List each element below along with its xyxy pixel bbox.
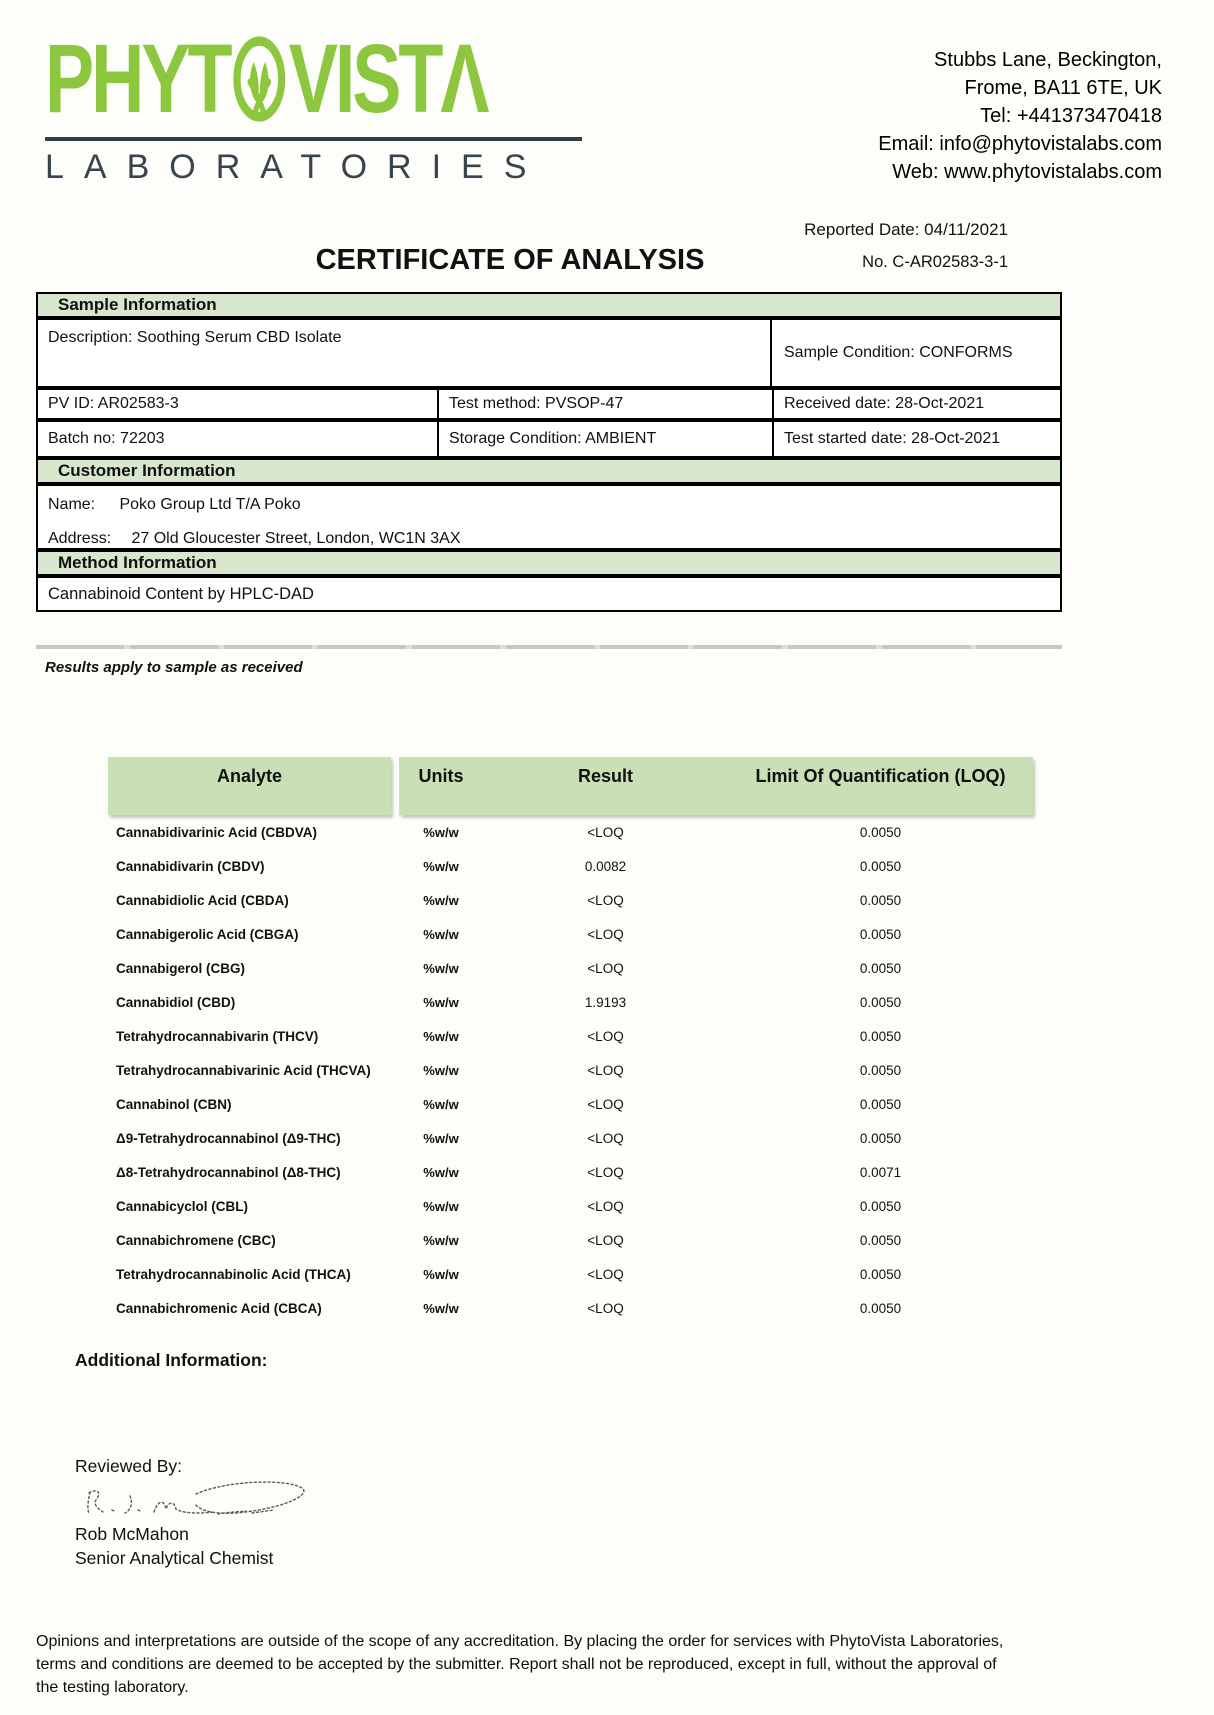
customer-name-value: Poko Group Ltd T/A Poko <box>119 496 301 513</box>
result-cell: <LOQ <box>587 1096 624 1112</box>
loq-cell: 0.0050 <box>859 858 902 874</box>
analyte-cell: Tetrahydrocannabivarinic Acid (THCVA) <box>116 1062 371 1078</box>
result-cell: <LOQ <box>587 960 624 976</box>
result-cell: <LOQ <box>587 1062 624 1078</box>
additional-information-label: Additional Information: <box>75 1350 268 1370</box>
result-cell: <LOQ <box>587 1232 624 1248</box>
loq-cell: 0.0071 <box>859 1164 902 1180</box>
loq-cell: 0.0050 <box>859 994 902 1010</box>
units-cell: %w/w <box>423 1028 459 1044</box>
logo-text-phyt: PHYT <box>45 24 230 133</box>
sample-condition: Sample Condition: CONFORMS <box>784 344 1013 361</box>
customer-name-line <box>48 496 301 514</box>
loq-cell: 0.0050 <box>859 1062 902 1078</box>
contact-tel: Tel: +441373470418 <box>980 105 1162 127</box>
result-cell: <LOQ <box>587 1198 624 1214</box>
table-row <box>108 1189 1033 1223</box>
units-cell: %w/w <box>423 892 459 908</box>
sample-description: Description: Soothing Serum CBD Isolate <box>38 320 772 386</box>
analyte-cell: Cannabidiol (CBD) <box>116 994 236 1010</box>
contact-web: Web: www.phytovistalabs.com <box>892 161 1162 183</box>
units-cell: %w/w <box>423 858 459 874</box>
footer-disclaimer <box>36 1630 1003 1699</box>
table-row <box>108 917 1033 951</box>
loq-cell: 0.0050 <box>859 1198 902 1214</box>
method-box: Cannabinoid Content by HPLC-DAD <box>36 576 1062 612</box>
contact-email: Email: info@phytovistalabs.com <box>878 133 1162 155</box>
footer-line-1: Opinions and interpretations are outside of the scope of any accreditation. By placing the order for services with PhytoVista Laboratories, <box>36 1633 1004 1650</box>
analyte-cell: Cannabichromene (CBC) <box>116 1232 276 1248</box>
result-cell: <LOQ <box>587 824 624 840</box>
units-cell: %w/w <box>423 1198 459 1214</box>
loq-cell: 0.0050 <box>859 1266 902 1282</box>
units-cell: %w/w <box>423 1300 459 1316</box>
customer-information-header: Customer Information <box>36 458 1062 484</box>
sample-description-row <box>36 318 1062 388</box>
units-cell: %w/w <box>423 1130 459 1146</box>
table-row <box>108 1223 1033 1257</box>
result-cell: 1.9193 <box>584 994 627 1010</box>
table-row <box>108 849 1033 883</box>
units-cell: %w/w <box>423 1266 459 1282</box>
logo-divider <box>45 137 582 141</box>
loq-cell: 0.0050 <box>859 824 902 840</box>
logo-subtitle: LABORATORIES <box>45 148 547 186</box>
analyte-cell: Tetrahydrocannabinolic Acid (THCA) <box>116 1266 351 1282</box>
table-row <box>108 1121 1033 1155</box>
footer-line-2: terms and conditions are deemed to be accepted by the submitter. Report shall not be reproduced, except in full, without the approval of <box>36 1656 997 1673</box>
sample-ids-row <box>36 388 1062 420</box>
method-information-header: Method Information <box>36 550 1062 576</box>
units-cell: %w/w <box>423 926 459 942</box>
loq-cell: 0.0050 <box>859 892 902 908</box>
units-cell: %w/w <box>423 960 459 976</box>
table-row <box>108 951 1033 985</box>
table-row <box>108 883 1033 917</box>
analyte-cell: Cannabidivarinic Acid (CBDVA) <box>116 824 318 840</box>
report-number: No. C-AR02583-3-1 <box>862 253 1008 271</box>
section-divider <box>36 645 1062 649</box>
analyte-cell: Cannabidiolic Acid (CBDA) <box>116 892 289 908</box>
contact-address-line2: Frome, BA11 6TE, UK <box>964 77 1162 99</box>
results-note: Results apply to sample as received <box>45 659 303 676</box>
table-row <box>108 1087 1033 1121</box>
loq-cell: 0.0050 <box>859 1096 902 1112</box>
column-header-units: Units <box>418 766 464 786</box>
reported-date: Reported Date: 04/11/2021 <box>804 220 1008 239</box>
analyte-cell: Δ8-Tetrahydrocannabinol (Δ8-THC) <box>116 1164 341 1180</box>
units-cell: %w/w <box>423 1062 459 1078</box>
customer-address-line <box>48 530 461 548</box>
table-row <box>108 985 1033 1019</box>
sample-information-header: Sample Information <box>36 292 1062 318</box>
results-table-body <box>108 815 1033 1325</box>
table-row <box>108 1019 1033 1053</box>
lab-contact-block <box>878 46 1162 186</box>
analyte-cell: Tetrahydrocannabivarin (THCV) <box>116 1028 319 1044</box>
loq-cell: 0.0050 <box>859 960 902 976</box>
test-started-date: Test started date: 28-Oct-2021 <box>772 422 1060 456</box>
loq-cell: 0.0050 <box>859 1130 902 1146</box>
document-title: CERTIFICATE OF ANALYSIS <box>315 244 705 276</box>
logo <box>45 24 605 187</box>
analyte-cell: Cannabichromenic Acid (CBCA) <box>116 1300 322 1316</box>
contact-address-line1: Stubbs Lane, Beckington, <box>934 49 1162 71</box>
result-cell: <LOQ <box>587 926 624 942</box>
batch-no: Batch no: 72203 <box>48 430 165 447</box>
result-cell: <LOQ <box>587 1130 624 1146</box>
result-cell: <LOQ <box>587 1266 624 1282</box>
customer-address-value: 27 Old Gloucester Street, London, WC1N 3AX <box>131 530 461 547</box>
units-cell: %w/w <box>423 824 459 840</box>
sample-batch-row <box>36 420 1062 458</box>
table-row <box>108 1291 1033 1325</box>
received-date: Received date: 28-Oct-2021 <box>772 390 1060 418</box>
customer-address-label: Address: <box>48 530 112 547</box>
column-header-result: Result <box>577 766 633 786</box>
analyte-cell: Cannabicyclol (CBL) <box>116 1198 249 1214</box>
result-cell: <LOQ <box>587 1028 624 1044</box>
footer-line-3: the testing laboratory. <box>36 1679 189 1696</box>
loq-cell: 0.0050 <box>859 1300 902 1316</box>
analyte-cell: Δ9-Tetrahydrocannabinol (Δ9-THC) <box>116 1130 341 1146</box>
analyte-cell: Cannabinol (CBN) <box>116 1096 232 1112</box>
signature-image <box>78 1476 328 1528</box>
result-cell: <LOQ <box>587 1164 624 1180</box>
reviewer-name: Rob McMahon <box>75 1524 189 1544</box>
column-headers-rest <box>399 757 1033 815</box>
storage-condition: Storage Condition: AMBIENT <box>437 422 772 456</box>
units-cell: %w/w <box>423 1164 459 1180</box>
pv-id: PV ID: AR02583-3 <box>48 395 179 412</box>
result-cell: <LOQ <box>587 1300 624 1316</box>
loq-cell: 0.0050 <box>859 1232 902 1248</box>
logo-wordmark <box>45 24 487 133</box>
table-row <box>108 1257 1033 1291</box>
column-header-loq: Limit Of Quantification (LOQ) <box>755 766 1006 786</box>
customer-name-label: Name: <box>48 496 96 513</box>
analyte-cell: Cannabigerolic Acid (CBGA) <box>116 926 299 942</box>
test-method: Test method: PVSOP-47 <box>437 390 772 418</box>
logo-text-vista: VISTΛ <box>288 24 487 133</box>
result-cell: <LOQ <box>587 892 624 908</box>
table-row <box>108 1155 1033 1189</box>
analyte-cell: Cannabigerol (CBG) <box>116 960 246 976</box>
analyte-cell: Cannabidivarin (CBDV) <box>116 858 265 874</box>
reviewed-by-label: Reviewed By: <box>75 1456 182 1476</box>
units-cell: %w/w <box>423 1096 459 1112</box>
column-header-analyte: Analyte <box>108 757 391 815</box>
reviewer-role: Senior Analytical Chemist <box>75 1548 274 1568</box>
table-row <box>108 815 1033 849</box>
units-cell: %w/w <box>423 994 459 1010</box>
result-cell: 0.0082 <box>584 858 627 874</box>
leaf-icon <box>232 33 287 125</box>
loq-cell: 0.0050 <box>859 926 902 942</box>
customer-box <box>36 484 1062 550</box>
loq-cell: 0.0050 <box>859 1028 902 1044</box>
units-cell: %w/w <box>423 1232 459 1248</box>
table-row <box>108 1053 1033 1087</box>
